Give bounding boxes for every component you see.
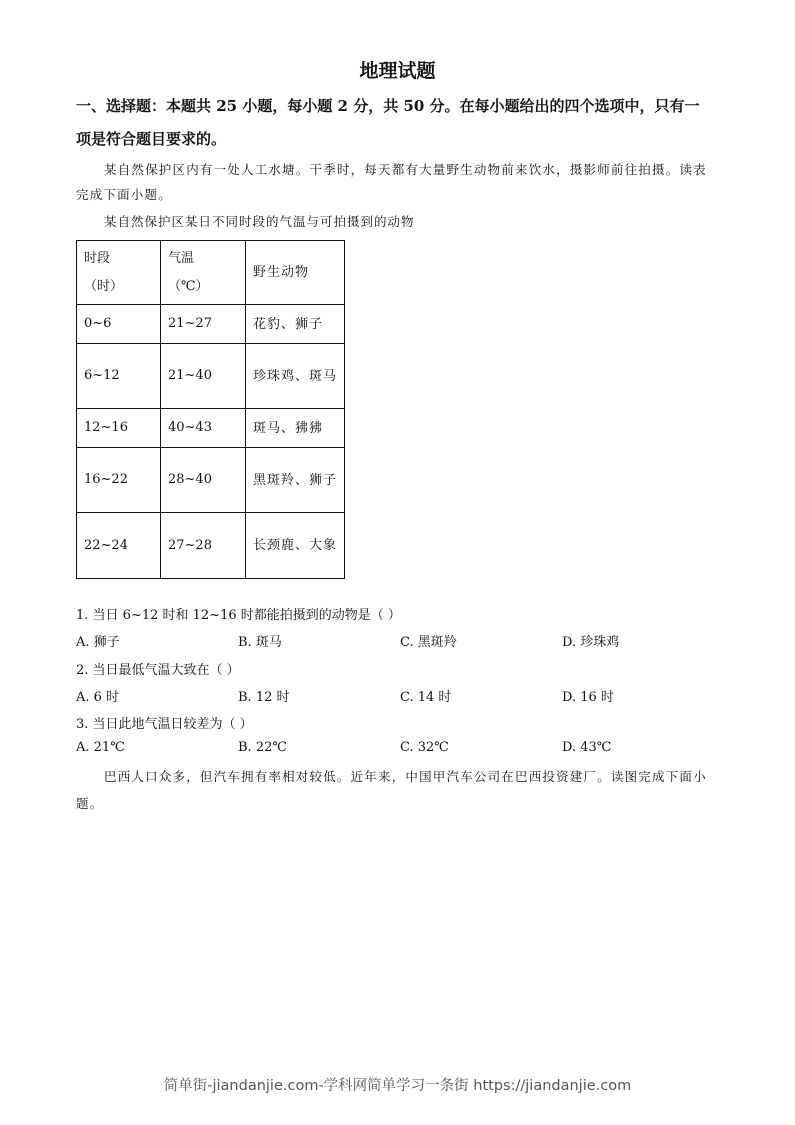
intro2-paragraph-line1: 巴西人口众多，但汽车拥有率相对较低。近年来，中国甲汽车公司在巴西投资建厂。读图完成下面小 [104, 769, 707, 784]
cell-temp: 21~40 [161, 344, 246, 409]
section-heading-line1: 一、选择题：本题共 25 小题，每小题 2 分，共 50 分。在每小题给出的四个选项中，只有一 [76, 97, 700, 115]
question-2-stem: 2. 当日最低气温大致在（ ） [76, 663, 240, 678]
header-temp-line1: 气温 [168, 250, 195, 266]
table-row [77, 409, 345, 448]
question-2-option-c[interactable]: C. 14 时 [400, 690, 452, 705]
cell-temp: 28~40 [161, 448, 246, 513]
cell-animals: 黑斑羚、狮子 [246, 448, 345, 513]
header-temp-line2: （℃） [168, 278, 209, 294]
table-header-row [77, 241, 345, 305]
intro2-paragraph-line2: 题。 [76, 796, 104, 811]
cell-temp: 27~28 [161, 513, 246, 579]
cell-animals: 珍珠鸡、斑马 [246, 344, 345, 409]
table-row [77, 513, 345, 579]
table-row [77, 305, 345, 344]
footer-watermark: 简单街-jiandanjie.com-学科网简单学习一条街 https://jiandanjie.com [163, 1078, 632, 1094]
table-row [77, 448, 345, 513]
question-1-option-c[interactable]: C. 黑斑羚 [400, 635, 457, 650]
question-2-option-b[interactable]: B. 12 时 [238, 690, 290, 705]
question-3-option-a[interactable]: A. 21℃ [76, 740, 125, 755]
table-caption: 某自然保护区某日不同时段的气温与可拍摄到的动物 [104, 214, 415, 229]
cell-period: 16~22 [77, 448, 161, 513]
table-row [77, 344, 345, 409]
question-1-option-b[interactable]: B. 斑马 [238, 635, 282, 650]
header-temp [161, 241, 246, 305]
header-period [77, 241, 161, 305]
cell-temp: 21~27 [161, 305, 246, 344]
cell-temp: 40~43 [161, 409, 246, 448]
cell-animals: 斑马、狒狒 [246, 409, 345, 448]
cell-period: 12~16 [77, 409, 161, 448]
intro-paragraph-line2: 完成下面小题。 [76, 187, 172, 202]
question-2-option-a[interactable]: A. 6 时 [76, 690, 120, 705]
cell-period: 0~6 [77, 305, 161, 344]
temperature-animals-table [76, 240, 345, 579]
question-1-option-d[interactable]: D. 珍珠鸡 [562, 635, 620, 650]
header-animals: 野生动物 [246, 241, 345, 305]
question-3-option-d[interactable]: D. 43℃ [562, 740, 612, 755]
question-3-stem: 3. 当日此地气温日较差为（ ） [76, 717, 253, 732]
intro-paragraph-line1: 某自然保护区内有一处人工水塘。干季时，每天都有大量野生动物前来饮水，摄影师前往拍摄。读表 [104, 162, 707, 177]
section-heading-line2: 项是符合题目要求的。 [76, 130, 227, 148]
cell-animals: 长颈鹿、大象 [246, 513, 345, 579]
header-period-line2: （时） [84, 278, 124, 294]
cell-period: 22~24 [77, 513, 161, 579]
page-title: 地理试题 [359, 60, 436, 82]
cell-animals: 花豹、狮子 [246, 305, 345, 344]
header-period-line1: 时段 [84, 250, 111, 266]
cell-period: 6~12 [77, 344, 161, 409]
question-1-stem: 1. 当日 6~12 时和 12~16 时都能拍摄到的动物是（ ） [76, 608, 401, 623]
question-3-option-c[interactable]: C. 32℃ [400, 740, 449, 755]
question-1-option-a[interactable]: A. 狮子 [76, 635, 120, 650]
question-2-option-d[interactable]: D. 16 时 [562, 690, 614, 705]
question-3-option-b[interactable]: B. 22℃ [238, 740, 287, 755]
